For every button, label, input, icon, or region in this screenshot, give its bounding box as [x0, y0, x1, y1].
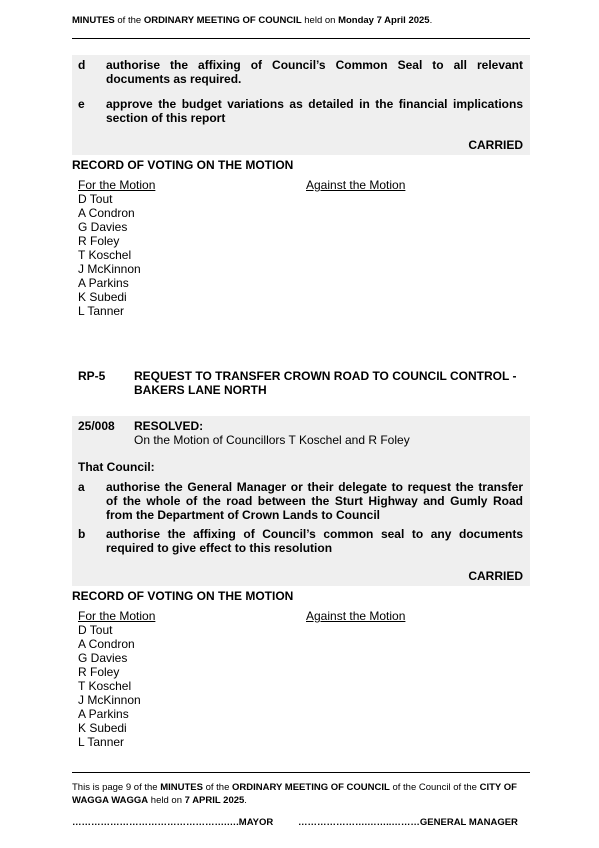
voter-name: A Condron: [78, 637, 135, 651]
voter-name: J McKinnon: [78, 262, 141, 276]
voter-name: R Foley: [78, 665, 120, 679]
footer-date: 7 APRIL 2025: [184, 795, 245, 806]
footer-page-note: [72, 781, 530, 807]
voter-name: J McKinnon: [78, 693, 141, 707]
footer-city: CITY OF WAGGA WAGGA: [72, 782, 517, 806]
for-motion-list-1: [78, 192, 141, 318]
voter-name: T Koschel: [78, 248, 132, 262]
voter-name: L Tanner: [78, 304, 125, 318]
motion-mover-text: On the Motion of Councillors T Koschel and R Foley: [134, 433, 410, 447]
item-e-letter: e: [78, 97, 85, 111]
item-b-text: authorise the affixing of Council’s common seal to any documents required to give effect to this resolution: [106, 527, 523, 555]
header-minutes: MINUTES: [72, 15, 115, 26]
item-d-text: authorise the affixing of Council’s Common Seal to all relevant documents as required.: [106, 58, 523, 86]
item-e-text: approve the budget variations as detailed in the financial implications section of this report: [106, 97, 523, 125]
voter-name: D Tout: [78, 623, 113, 637]
against-motion-heading-1: Against the Motion: [306, 178, 406, 192]
item-d-letter: d: [78, 58, 86, 72]
voter-name: A Parkins: [78, 276, 129, 290]
mayor-signature-line: ………………………………………….….MAYOR: [72, 817, 274, 828]
voter-name: K Subedi: [78, 290, 127, 304]
for-motion-list-2: [78, 623, 141, 749]
for-motion-heading-2: For the Motion: [78, 609, 156, 623]
footer-minutes: MINUTES: [160, 782, 203, 793]
voter-name: K Subedi: [78, 721, 127, 735]
item-a-text: authorise the General Manager or their delegate to request the transfer of the whole of the road between the Sturt Highway and Gumly Road from the Department of Crown Lands to Council: [106, 480, 523, 522]
header-held-on: held on: [301, 15, 339, 26]
general-manager-signature-line: ………………….……..………GENERAL MANAGER: [298, 817, 518, 828]
voter-name: T Koschel: [78, 679, 132, 693]
header-period: .: [429, 15, 433, 26]
voter-name: A Parkins: [78, 707, 129, 721]
footer-rule: [72, 772, 530, 773]
resolved-label: RESOLVED:: [134, 419, 204, 433]
footer-text-5: .: [244, 795, 247, 806]
voter-name: G Davies: [78, 220, 128, 234]
for-motion-heading-1: For the Motion: [78, 178, 156, 192]
voter-name: D Tout: [78, 192, 113, 206]
voting-record-title-1: RECORD OF VOTING ON THE MOTION: [72, 158, 294, 172]
voting-record-title-2: RECORD OF VOTING ON THE MOTION: [72, 589, 294, 603]
carried-label-2: CARRIED: [468, 569, 523, 583]
report-title-line1: REQUEST TO TRANSFER CROWN ROAD TO COUNCIL CONTROL -: [134, 369, 517, 383]
voter-name: A Condron: [78, 206, 135, 220]
footer-text-3: of the Council of the: [389, 782, 480, 793]
against-motion-heading-2: Against the Motion: [306, 609, 406, 623]
header-rule: [72, 38, 530, 39]
footer-text-2: of the: [202, 782, 233, 793]
voter-name: L Tanner: [78, 735, 125, 749]
footer-text-1: This is page 9 of the: [72, 782, 161, 793]
header-date: Monday 7 April 2025: [338, 15, 430, 26]
header-of-the: of the: [114, 15, 144, 26]
footer-text-4: held on: [148, 795, 185, 806]
voter-name: G Davies: [78, 651, 128, 665]
item-a-letter: a: [78, 480, 85, 494]
header-meeting: ORDINARY MEETING OF COUNCIL: [143, 15, 302, 26]
report-code: RP-5: [78, 369, 106, 383]
report-title-line2: BAKERS LANE NORTH: [134, 383, 267, 397]
page-header: [72, 15, 432, 26]
that-council-label: That Council:: [78, 460, 155, 474]
item-b-letter: b: [78, 527, 86, 541]
resolution-number: 25/008: [78, 419, 115, 433]
carried-label-1: CARRIED: [468, 138, 523, 152]
voter-name: R Foley: [78, 234, 120, 248]
footer-meeting: ORDINARY MEETING OF COUNCIL: [232, 782, 390, 793]
